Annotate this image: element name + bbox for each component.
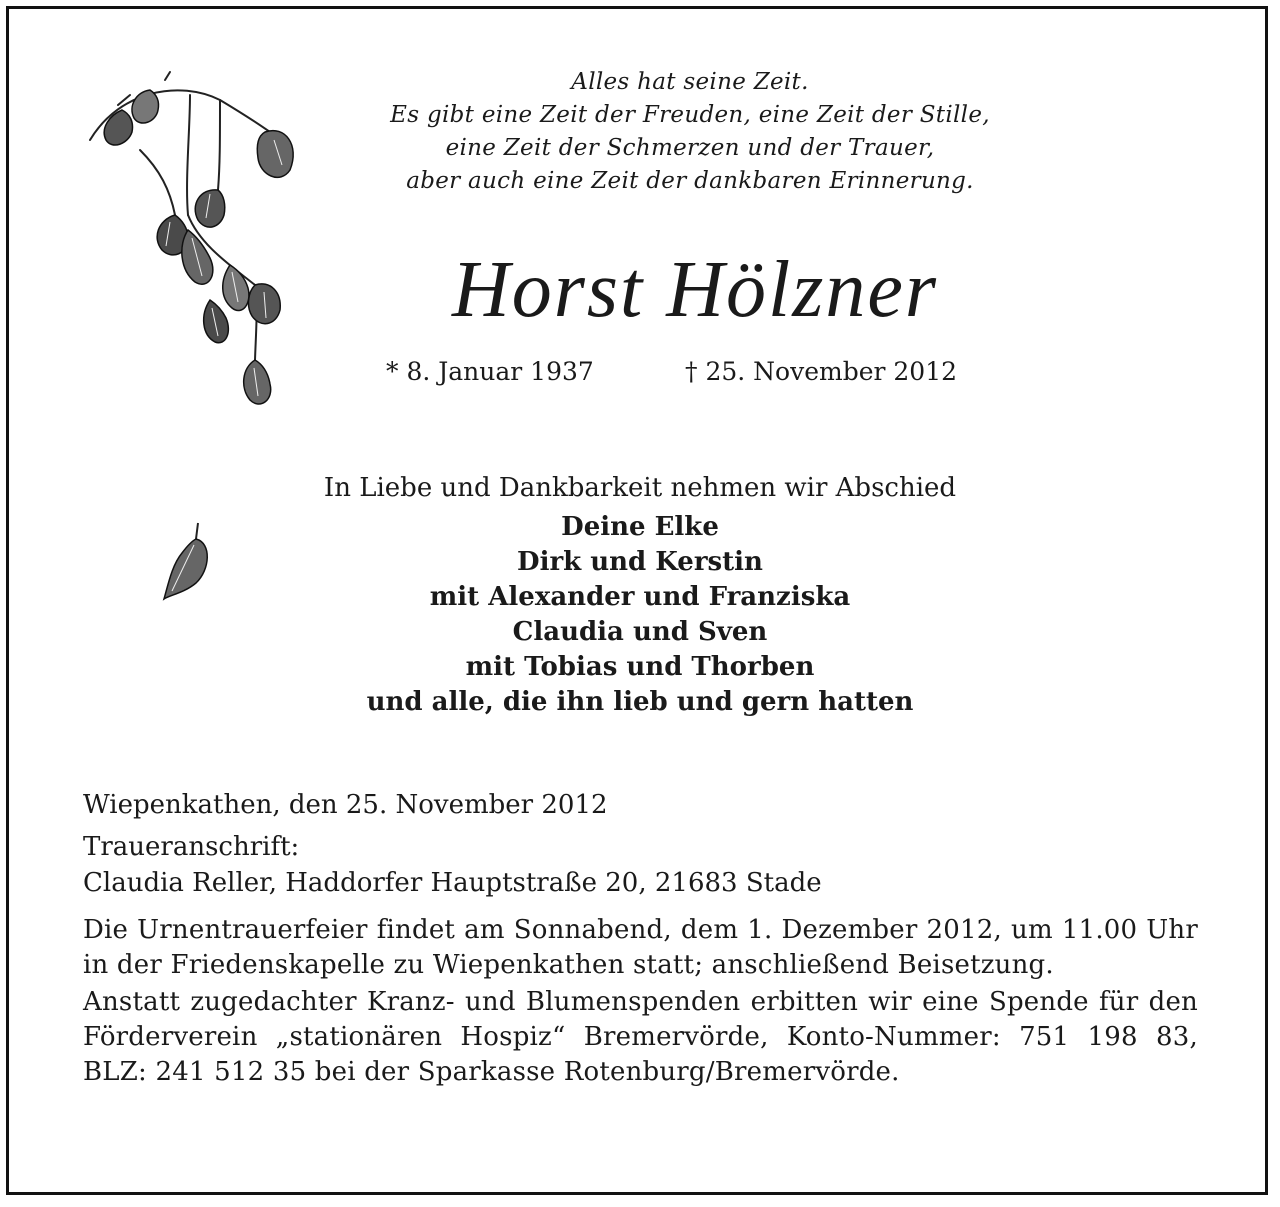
- falling-leaf-icon: [150, 515, 230, 610]
- family-line: Dirk und Kerstin: [517, 547, 763, 577]
- place-date: Wiepenkathen, den 25. November 2012: [83, 790, 608, 820]
- family-line: Deine Elke: [561, 512, 719, 542]
- quote-line: aber auch eine Zeit der dankbaren Erinnerung.: [406, 168, 974, 194]
- quote-line: eine Zeit der Schmerzen und der Trauer,: [445, 135, 935, 161]
- family-line: und alle, die ihn lieb und gern hatten: [366, 687, 914, 717]
- address-label: Traueranschrift:: [83, 832, 300, 862]
- quote-line: Es gibt eine Zeit der Freuden, eine Zeit der Stille,: [390, 102, 990, 128]
- address-value: Claudia Reller, Haddorfer Hauptstraße 20, 21683 Stade: [83, 868, 822, 898]
- death-date: † 25. November 2012: [685, 357, 958, 386]
- family-line: Claudia und Sven: [512, 617, 768, 647]
- family-line: mit Tobias und Thorben: [465, 652, 815, 682]
- donation-text: Anstatt zugedachter Kranz- und Blumenspenden erbitten wir eine Spende für den Förderverein „stationären Hospiz“ Bremervörde, Konto-Nummer: 751 198 83, BLZ: 241 512 35 bei der Sparkasse Rotenburg/Bremervörde.: [83, 987, 1198, 1087]
- farewell-line: In Liebe und Dankbarkeit nehmen wir Abschied: [323, 473, 957, 503]
- quote-line: Alles hat seine Zeit.: [571, 69, 809, 95]
- info-block: [83, 787, 1198, 1090]
- family-list: [240, 510, 1040, 720]
- deceased-name: Horst Hölzner: [451, 246, 939, 334]
- family-line: mit Alexander und Franziska: [429, 582, 851, 612]
- quote-block: [330, 66, 1050, 198]
- ceremony-text: Die Urnentrauerfeier findet am Sonnabend, dem 1. Dezember 2012, um 11.00 Uhr in der Friedenskapelle zu Wiepenkathen statt; anschließend Beisetzung.: [83, 915, 1198, 980]
- birch-branch-icon: [70, 70, 320, 430]
- birth-date: * 8. Januar 1937: [386, 357, 594, 386]
